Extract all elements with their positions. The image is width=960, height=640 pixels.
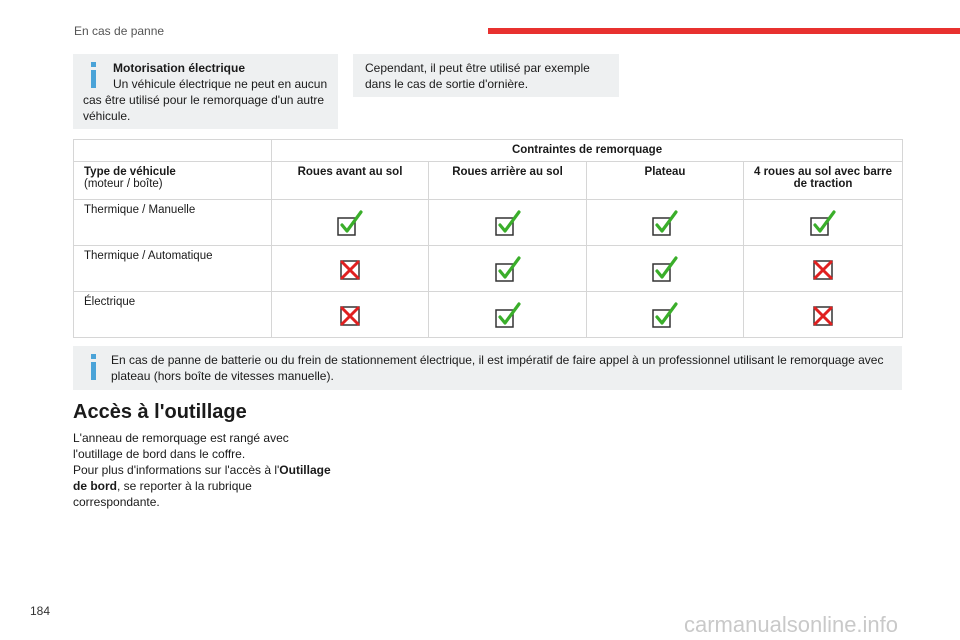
status-cell: [272, 292, 429, 338]
checkmark-icon: [494, 302, 522, 330]
column-header: Plateau: [587, 162, 744, 200]
towing-table: [73, 139, 903, 338]
note-text: Un véhicule électrique ne peut en aucun cas être utilisé pour le remorquage d'un autre véhicule.: [83, 77, 328, 123]
page-number: 184: [30, 604, 51, 618]
status-cell: [272, 200, 429, 246]
section-header: En cas de panne: [74, 24, 165, 38]
checkmark-icon: [494, 256, 522, 284]
body-paragraph: [73, 462, 333, 510]
row-label: Électrique: [74, 292, 272, 338]
status-cell: [744, 292, 903, 338]
note-text: Cependant, il peut être utilisé par exemple dans le cas de sortie d'ornière.: [365, 61, 590, 91]
section-title: Accès à l'outillage: [73, 401, 247, 423]
checkmark-icon: [651, 210, 679, 238]
bold-reference: Outillage de bord: [73, 463, 331, 493]
checkmark-icon: [809, 210, 837, 238]
note-title: Motorisation électrique: [113, 61, 246, 75]
type-header-sub: (moteur / boîte): [84, 178, 163, 190]
column-header: Roues avant au sol: [272, 162, 429, 200]
column-header: 4 roues au sol avec barre de traction: [744, 162, 903, 200]
status-cell: [744, 200, 903, 246]
table-group-header: Contraintes de remorquage: [272, 140, 903, 162]
checkmark-icon: [336, 210, 364, 238]
cross-icon: [809, 302, 837, 330]
row-label: Thermique / Manuelle: [74, 200, 272, 246]
type-header-main: Type de véhicule: [84, 166, 176, 178]
table-type-header: [74, 162, 272, 200]
watermark: carmanualsonline.info: [684, 612, 899, 637]
status-cell: [587, 246, 744, 292]
column-header: Roues arrière au sol: [429, 162, 587, 200]
status-cell: [429, 292, 587, 338]
status-cell: [587, 292, 744, 338]
info-icon: [83, 354, 105, 380]
checkmark-icon: [494, 210, 522, 238]
status-cell: [429, 246, 587, 292]
cross-icon: [336, 256, 364, 284]
checkmark-icon: [651, 256, 679, 284]
header-accent-bar: [488, 28, 960, 34]
text-span: Pour plus d'informations sur l'accès à l': [73, 463, 280, 477]
body-paragraph: L'anneau de remorquage est rangé avec l'outillage de bord dans le coffre.: [73, 431, 289, 461]
row-label: Thermique / Automatique: [74, 246, 272, 292]
table-row: [74, 200, 903, 246]
info-icon: [83, 62, 105, 88]
status-cell: [587, 200, 744, 246]
info-note-battery: [73, 346, 902, 390]
info-note-electric: [73, 54, 338, 129]
checkmark-icon: [651, 302, 679, 330]
info-note-continued: [353, 54, 619, 97]
cross-icon: [809, 256, 837, 284]
note-text: En cas de panne de batterie ou du frein de stationnement électrique, il est impératif de faire appel à un professionnel utilisant le remorquage avec plateau (hors boîte de vitesses manuelle).: [111, 353, 884, 383]
table-row: [74, 292, 903, 338]
status-cell: [272, 246, 429, 292]
status-cell: [744, 246, 903, 292]
status-cell: [429, 200, 587, 246]
cross-icon: [336, 302, 364, 330]
table-corner-cell: [74, 140, 272, 162]
section-body: [73, 430, 333, 510]
table-row: [74, 246, 903, 292]
text-span: , se reporter à la rubrique correspondante.: [73, 479, 252, 509]
